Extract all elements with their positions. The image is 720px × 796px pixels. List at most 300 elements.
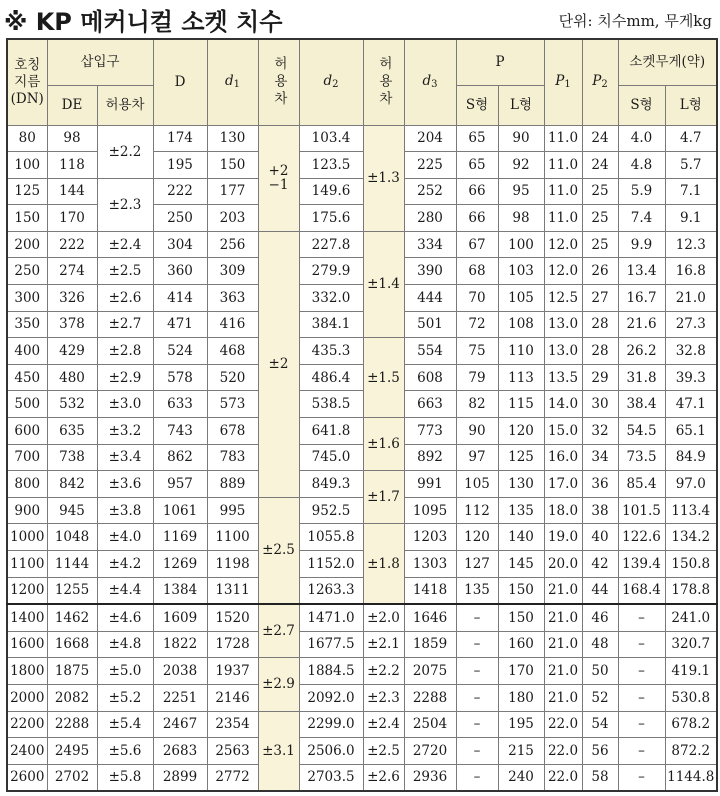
socket-dimension-table [6,38,718,792]
cell-weight-l: 150.8 [665,551,717,578]
cell-d1: 416 [207,311,258,338]
cell-p1: 16.0 [544,444,582,471]
cell-d3: 1418 [404,577,456,604]
cell-p2: 28 [582,311,618,338]
cell-d2-tolerance: ±2.6 [363,764,404,791]
table-row [7,604,717,631]
cell-p2: 52 [582,684,618,711]
cell-weight-s: 38.4 [618,391,665,418]
header-nominal-diameter: 호칭 지름 (DN) [7,39,47,125]
cell-p-l: 160 [498,631,544,658]
cell-de-tolerance: ±5.6 [97,738,153,765]
cell-p1: 17.0 [544,471,582,498]
cell-d2: 1884.5 [299,658,363,685]
cell-d1: 1520 [207,604,258,631]
cell-weight-l: 5.7 [665,152,717,179]
table-row [7,631,717,658]
cell-p-s: 67 [456,231,498,258]
cell-d3: 663 [404,391,456,418]
cell-weight-l: 32.8 [665,338,717,365]
cell-weight-l: 21.0 [665,285,717,312]
cell-p2: 25 [582,231,618,258]
cell-p1: 21.0 [544,684,582,711]
cell-de-tolerance: ±3.2 [97,418,153,445]
cell-p2: 48 [582,631,618,658]
cell-p1: 15.0 [544,418,582,445]
cell-weight-s: 13.4 [618,258,665,285]
cell-de: 98 [47,125,97,152]
cell-d: 1061 [153,497,207,524]
cell-d-tolerance: ±2 [258,231,299,497]
cell-p1: 22.0 [544,764,582,791]
cell-d2: 1677.5 [299,631,363,658]
cell-d1: 520 [207,364,258,391]
table-row [7,391,717,418]
cell-nominal-dn: 300 [7,285,47,312]
cell-d1: 256 [207,231,258,258]
cell-weight-s: – [618,738,665,765]
cell-p-l: 98 [498,205,544,232]
cell-d1: 889 [207,471,258,498]
cell-d-tolerance: ±2.5 [258,497,299,604]
cell-d3: 501 [404,311,456,338]
cell-p-l: 150 [498,577,544,604]
cell-d1: 177 [207,178,258,205]
cell-de: 1255 [47,577,97,604]
cell-p2: 28 [582,338,618,365]
table-row [7,471,717,498]
cell-weight-l: 320.7 [665,631,717,658]
cell-d1: 995 [207,497,258,524]
cell-de-tolerance: ±2.6 [97,285,153,312]
cell-d1: 573 [207,391,258,418]
cell-d2: 745.0 [299,444,363,471]
cell-p-l: 135 [498,497,544,524]
cell-p1: 22.0 [544,711,582,738]
header-p-l: L형 [498,85,544,125]
cell-nominal-dn: 2200 [7,711,47,738]
cell-p1: 21.0 [544,577,582,604]
cell-d2-tolerance: ±1.5 [363,338,404,418]
cell-p1: 14.0 [544,391,582,418]
cell-d: 2467 [153,711,207,738]
cell-weight-l: 113.4 [665,497,717,524]
cell-d: 524 [153,338,207,365]
cell-p2: 29 [582,364,618,391]
header-d-tolerance: 허용차 [258,39,299,125]
cell-weight-s: 7.4 [618,205,665,232]
cell-d3: 554 [404,338,456,365]
cell-p1: 13.0 [544,311,582,338]
header-d3: $d_3$ [404,39,456,125]
cell-p-l: 92 [498,152,544,179]
cell-de: 1048 [47,524,97,551]
cell-weight-s: 16.7 [618,285,665,312]
cell-d3: 2288 [404,684,456,711]
cell-p-s: 82 [456,391,498,418]
cell-d2-tolerance: ±1.4 [363,231,404,337]
table-row [7,577,717,604]
table-row [7,444,717,471]
cell-d: 222 [153,178,207,205]
cell-d2: 103.4 [299,125,363,152]
header-weight: 소켓무게(약) [618,39,717,85]
cell-de-tolerance: ±4.6 [97,604,153,631]
cell-de-tolerance: ±3.4 [97,444,153,471]
cell-weight-s: 54.5 [618,418,665,445]
cell-de: 945 [47,497,97,524]
cell-p2: 34 [582,444,618,471]
cell-de-tolerance: ±2.3 [97,178,153,231]
cell-de-tolerance: ±5.2 [97,684,153,711]
cell-d: 471 [153,311,207,338]
cell-d: 1384 [153,577,207,604]
cell-de: 842 [47,471,97,498]
cell-d2: 2506.0 [299,738,363,765]
cell-p-s: 79 [456,364,498,391]
cell-p1: 11.0 [544,125,582,152]
cell-d: 2251 [153,684,207,711]
cell-d: 304 [153,231,207,258]
cell-weight-l: 7.1 [665,178,717,205]
cell-p2: 26 [582,258,618,285]
cell-de: 378 [47,311,97,338]
table-row [7,658,717,685]
cell-de-tolerance: ±5.4 [97,711,153,738]
cell-p-s: 97 [456,444,498,471]
cell-nominal-dn: 1800 [7,658,47,685]
cell-de-tolerance: ±3.8 [97,497,153,524]
cell-d3: 2936 [404,764,456,791]
cell-p-s: – [456,738,498,765]
cell-de: 2288 [47,711,97,738]
cell-p-s: 70 [456,285,498,312]
cell-de: 2495 [47,738,97,765]
cell-d1: 203 [207,205,258,232]
cell-d: 2038 [153,658,207,685]
cell-d3: 444 [404,285,456,312]
cell-p-l: 120 [498,418,544,445]
cell-d2-tolerance: ±2.5 [363,738,404,765]
table-row [7,764,717,791]
cell-d3: 390 [404,258,456,285]
cell-de-tolerance: ±2.9 [97,364,153,391]
cell-d: 2899 [153,764,207,791]
cell-d2: 2092.0 [299,684,363,711]
header-p: P [456,39,544,85]
cell-d3: 225 [404,152,456,179]
cell-p-l: 215 [498,738,544,765]
cell-nominal-dn: 800 [7,471,47,498]
cell-p2: 30 [582,391,618,418]
cell-weight-l: 178.8 [665,577,717,604]
header-d1: $d_1$ [207,39,258,125]
cell-de: 429 [47,338,97,365]
cell-de: 326 [47,285,97,312]
cell-p-s: 120 [456,524,498,551]
header-d2: $d_2$ [299,39,363,125]
cell-d1: 1311 [207,577,258,604]
cell-p-l: 180 [498,684,544,711]
cell-d3: 1095 [404,497,456,524]
cell-d3: 280 [404,205,456,232]
table-body [7,125,717,791]
cell-p2: 24 [582,125,618,152]
cell-d: 195 [153,152,207,179]
cell-weight-s: 85.4 [618,471,665,498]
header-spigot: 삽입구 [47,39,153,85]
cell-weight-s: 73.5 [618,444,665,471]
cell-d3: 892 [404,444,456,471]
cell-nominal-dn: 125 [7,178,47,205]
cell-nominal-dn: 1400 [7,604,47,631]
cell-d2: 2703.5 [299,764,363,791]
cell-p-l: 95 [498,178,544,205]
cell-weight-s: 139.4 [618,551,665,578]
cell-d: 250 [153,205,207,232]
table-row [7,231,717,258]
cell-de-tolerance: ±2.7 [97,311,153,338]
cell-p1: 11.0 [544,178,582,205]
page-title: ※ KP 메커니컬 소켓 치수 [4,8,283,36]
table-row [7,738,717,765]
cell-de-tolerance: ±4.8 [97,631,153,658]
cell-d2-tolerance: ±1.6 [363,418,404,471]
cell-de: 2702 [47,764,97,791]
cell-p-l: 105 [498,285,544,312]
cell-d-tolerance: ±2.7 [258,604,299,658]
cell-de: 222 [47,231,97,258]
cell-d: 1169 [153,524,207,551]
cell-de-tolerance: ±2.2 [97,125,153,178]
cell-p1: 13.0 [544,338,582,365]
cell-weight-s: – [618,604,665,631]
cell-de: 1875 [47,658,97,685]
cell-de-tolerance: ±2.8 [97,338,153,365]
cell-weight-s: 4.8 [618,152,665,179]
table-row [7,711,717,738]
cell-d2: 175.6 [299,205,363,232]
cell-p-s: 105 [456,471,498,498]
cell-weight-l: 872.2 [665,738,717,765]
cell-p-l: 130 [498,471,544,498]
cell-weight-l: 241.0 [665,604,717,631]
cell-d: 2683 [153,738,207,765]
header-p1: $P_1$ [544,39,582,125]
cell-p-s: – [456,711,498,738]
cell-weight-l: 1144.8 [665,764,717,791]
cell-d: 957 [153,471,207,498]
cell-de-tolerance: ±4.4 [97,577,153,604]
cell-de: 118 [47,152,97,179]
cell-d3: 2720 [404,738,456,765]
cell-weight-l: 419.1 [665,658,717,685]
cell-p-l: 150 [498,604,544,631]
cell-d: 174 [153,125,207,152]
cell-nominal-dn: 1600 [7,631,47,658]
cell-d2: 1471.0 [299,604,363,631]
cell-weight-l: 47.1 [665,391,717,418]
cell-p-s: 127 [456,551,498,578]
cell-d1: 2563 [207,738,258,765]
cell-d: 862 [153,444,207,471]
cell-weight-s: 122.6 [618,524,665,551]
cell-de: 144 [47,178,97,205]
cell-d2-tolerance: ±2.3 [363,684,404,711]
cell-p2: 32 [582,418,618,445]
cell-d2: 952.5 [299,497,363,524]
cell-de: 738 [47,444,97,471]
cell-d1: 363 [207,285,258,312]
cell-weight-s: – [618,764,665,791]
cell-d-tolerance: ±3.1 [258,711,299,791]
header-weight-s: S형 [618,85,665,125]
cell-p-l: 113 [498,364,544,391]
cell-de-tolerance: ±4.0 [97,524,153,551]
cell-p-l: 103 [498,258,544,285]
cell-d3: 1646 [404,604,456,631]
cell-d3: 991 [404,471,456,498]
cell-d2: 1263.3 [299,577,363,604]
cell-weight-s: – [618,684,665,711]
cell-weight-l: 12.3 [665,231,717,258]
table-row [7,311,717,338]
cell-d3: 2075 [404,658,456,685]
cell-d3: 1303 [404,551,456,578]
cell-nominal-dn: 100 [7,152,47,179]
cell-d2-tolerance: ±2.4 [363,711,404,738]
cell-p-l: 140 [498,524,544,551]
cell-p1: 21.0 [544,604,582,631]
cell-p2: 25 [582,178,618,205]
header-d2-tolerance: 허용차 [363,39,404,125]
table-row [7,125,717,152]
header-d: D [153,39,207,125]
cell-de: 1462 [47,604,97,631]
tolerance-line: +2 [268,163,289,180]
cell-p-s: 65 [456,125,498,152]
header-de: DE [47,85,97,125]
cell-nominal-dn: 2000 [7,684,47,711]
cell-d2-tolerance: ±2.1 [363,631,404,658]
cell-weight-s: – [618,711,665,738]
cell-p-l: 110 [498,338,544,365]
cell-weight-s: 31.8 [618,364,665,391]
tolerance-line: −1 [268,177,289,194]
cell-p-s: 135 [456,577,498,604]
units-note: 단위: 치수mm, 무게kg [558,12,712,30]
header-weight-l: L형 [665,85,717,125]
cell-d: 743 [153,418,207,445]
cell-d: 360 [153,258,207,285]
cell-p-s: 90 [456,418,498,445]
cell-d3: 252 [404,178,456,205]
cell-p-l: 115 [498,391,544,418]
cell-d2-tolerance: ±1.3 [363,125,404,231]
cell-d1: 468 [207,338,258,365]
cell-d2: 123.5 [299,152,363,179]
cell-weight-l: 84.9 [665,444,717,471]
cell-p2: 27 [582,285,618,312]
cell-nominal-dn: 2400 [7,738,47,765]
cell-d1: 130 [207,125,258,152]
cell-d1: 1198 [207,551,258,578]
cell-p-l: 108 [498,311,544,338]
cell-p2: 44 [582,577,618,604]
cell-d2: 538.5 [299,391,363,418]
header-de-tolerance: 허용차 [97,85,153,125]
cell-p-s: – [456,604,498,631]
cell-weight-s: 4.0 [618,125,665,152]
cell-p2: 38 [582,497,618,524]
cell-p-l: 170 [498,658,544,685]
cell-p-l: 145 [498,551,544,578]
cell-d-tolerance [258,125,299,231]
cell-p-l: 90 [498,125,544,152]
cell-nominal-dn: 1000 [7,524,47,551]
cell-nominal-dn: 700 [7,444,47,471]
cell-nominal-dn: 150 [7,205,47,232]
cell-p1: 13.5 [544,364,582,391]
cell-weight-s: 5.9 [618,178,665,205]
cell-d: 1269 [153,551,207,578]
cell-weight-l: 65.1 [665,418,717,445]
cell-nominal-dn: 900 [7,497,47,524]
cell-d2: 279.9 [299,258,363,285]
cell-nominal-dn: 600 [7,418,47,445]
cell-d-tolerance: ±2.9 [258,658,299,711]
cell-p-s: 72 [456,311,498,338]
cell-d1: 309 [207,258,258,285]
cell-d2: 227.8 [299,231,363,258]
cell-p-s: 66 [456,205,498,232]
cell-p-l: 195 [498,711,544,738]
cell-p1: 22.0 [544,738,582,765]
cell-de-tolerance: ±2.4 [97,231,153,258]
cell-d1: 150 [207,152,258,179]
cell-p1: 18.0 [544,497,582,524]
table-row [7,364,717,391]
cell-weight-l: 4.7 [665,125,717,152]
cell-p1: 12.0 [544,231,582,258]
table-row [7,524,717,551]
cell-nominal-dn: 500 [7,391,47,418]
table-row [7,497,717,524]
cell-d1: 1728 [207,631,258,658]
cell-d1: 783 [207,444,258,471]
cell-d2: 435.3 [299,338,363,365]
cell-de: 1668 [47,631,97,658]
cell-weight-l: 97.0 [665,471,717,498]
cell-p1: 20.0 [544,551,582,578]
cell-weight-s: 21.6 [618,311,665,338]
table-row [7,418,717,445]
cell-weight-l: 27.3 [665,311,717,338]
cell-de-tolerance: ±2.5 [97,258,153,285]
cell-d2-tolerance: ±1.8 [363,524,404,604]
table-row [7,338,717,365]
cell-nominal-dn: 450 [7,364,47,391]
cell-d2: 1152.0 [299,551,363,578]
cell-weight-s: 9.9 [618,231,665,258]
cell-p-s: – [456,764,498,791]
cell-de: 532 [47,391,97,418]
table-row [7,684,717,711]
cell-p2: 36 [582,471,618,498]
cell-d3: 1203 [404,524,456,551]
table-row [7,258,717,285]
cell-p1: 19.0 [544,524,582,551]
